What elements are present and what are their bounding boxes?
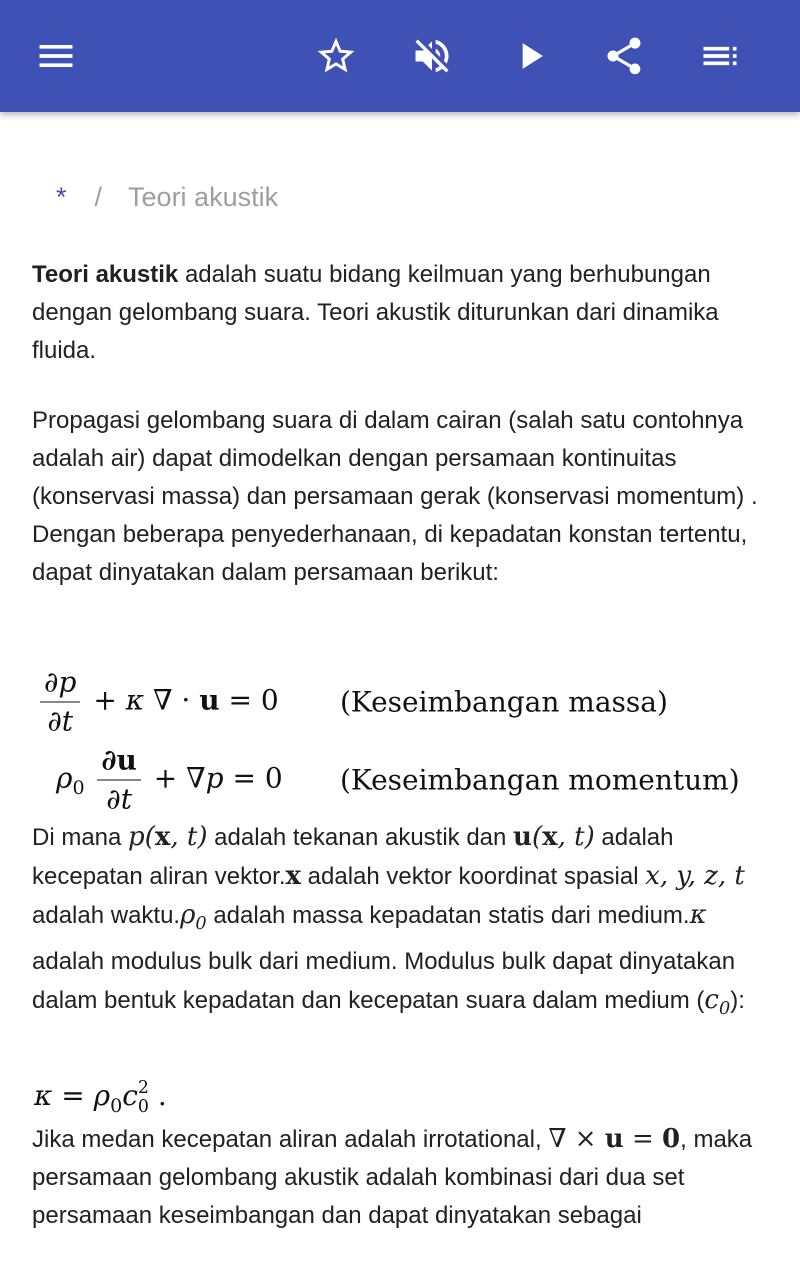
definitions-text-5: adalah waktu. bbox=[32, 902, 181, 929]
favorite-button[interactable] bbox=[308, 28, 364, 84]
equation-mass-balance: $\frac{\partial p}{\partial t}$ + κ ∇ · u = 0 (Keseimbangan massa) bbox=[36, 662, 776, 742]
equation-momentum-balance-label: (Keseimbangan momentum) bbox=[340, 763, 740, 797]
breadcrumb-separator: / bbox=[94, 182, 103, 212]
share-icon bbox=[602, 34, 646, 78]
definitions-text-4: adalah vektor koordinat spasial bbox=[301, 863, 646, 890]
volume-off-icon bbox=[410, 34, 454, 78]
mute-button[interactable] bbox=[404, 28, 460, 84]
contents-button[interactable] bbox=[692, 28, 748, 84]
hamburger-menu-icon bbox=[34, 34, 78, 78]
propagation-text: Propagasi gelombang suara di dalam cairan (salah satu contohnya adalah air) dapat dimodelkan dengan persamaan kontinuitas (konservasi massa) dan persamaan gerak (konservasi momentum) . Dengan beberapa penyederhanaan, di kepadatan konstan tertentu, dapat dinyatakan dalam persamaan berikut: bbox=[32, 407, 758, 586]
irrotational-text-1: Jika medan kecepatan aliran adalah irrotational, bbox=[32, 1126, 549, 1153]
irrotational-paragraph: Jika medan kecepatan aliran adalah irrotational, ∇ × u = 0, maka persamaan gelombang akustik adalah kombinasi dari dua set persamaan keseimbangan dan dapat dinyatakan sebagai bbox=[32, 1124, 753, 1229]
definitions-text-3: adalah kecepatan aliran vektor. bbox=[32, 824, 674, 890]
menu-button[interactable] bbox=[28, 28, 84, 84]
definitions-text-6: adalah massa kepadatan statis dari medium. bbox=[206, 902, 690, 929]
equation-momentum-balance: $\rho_0$ $\frac{\partial u}{\partial t}$ + ∇p = 0 (Keseimbangan momentum) bbox=[56, 743, 740, 816]
breadcrumb-home-link[interactable]: * bbox=[56, 182, 67, 212]
play-icon bbox=[508, 34, 552, 78]
definitions-text-1: Di mana bbox=[32, 824, 129, 851]
definitions-text-8: ): bbox=[730, 987, 745, 1015]
intro-text: adalah suatu bidang keilmuan yang berhubungan dengan gelombang suara. Teori akustik diturunkan dari dinamika fluida. bbox=[32, 261, 719, 364]
article-content bbox=[0, 112, 800, 1280]
definitions-paragraph: Di mana p(x, t) adalah tekanan akustik dan u(x, t) adalah kecepatan aliran vektor.x adalah vektor koordinat spasial x, y, z, t adalah $waktu.\rho_0$ adalah massa kepadatan statis dari medium.κ adalah modulus bulk dari medium. Modulus bulk dapat dinyatakan dalam bentuk kepadatan dan kecepatan suara dalam medium $(c_0)$: bbox=[32, 822, 745, 1020]
breadcrumb-current: Teori akustik bbox=[128, 182, 279, 212]
table-of-contents-icon bbox=[698, 34, 742, 78]
equation-bulk-modulus: $\kappa = \rho_0c$ 2 0 . bbox=[34, 1078, 167, 1117]
article-term: Teori akustik bbox=[32, 261, 179, 288]
star-outline-icon bbox=[314, 34, 358, 78]
definitions-text-2: adalah tekanan akustik dan bbox=[207, 824, 514, 851]
share-button[interactable] bbox=[596, 28, 652, 84]
play-button[interactable] bbox=[502, 28, 558, 84]
equation-mass-balance-label: (Keseimbangan massa) bbox=[340, 685, 668, 719]
breadcrumb bbox=[56, 182, 278, 213]
intro-paragraph bbox=[32, 256, 772, 370]
app-toolbar bbox=[0, 0, 800, 112]
propagation-paragraph bbox=[32, 402, 772, 592]
definitions-text-7: adalah modulus bulk dari medium. Modulus bulk dapat dinyatakan dalam bentuk kepadatan dan kecepatan suara dalam medium ( bbox=[32, 948, 736, 1015]
irrotational-text-2: , maka persamaan gelombang akustik adalah kombinasi dari dua set persamaan keseimbangan dan dapat dinyatakan sebagai bbox=[32, 1126, 753, 1229]
